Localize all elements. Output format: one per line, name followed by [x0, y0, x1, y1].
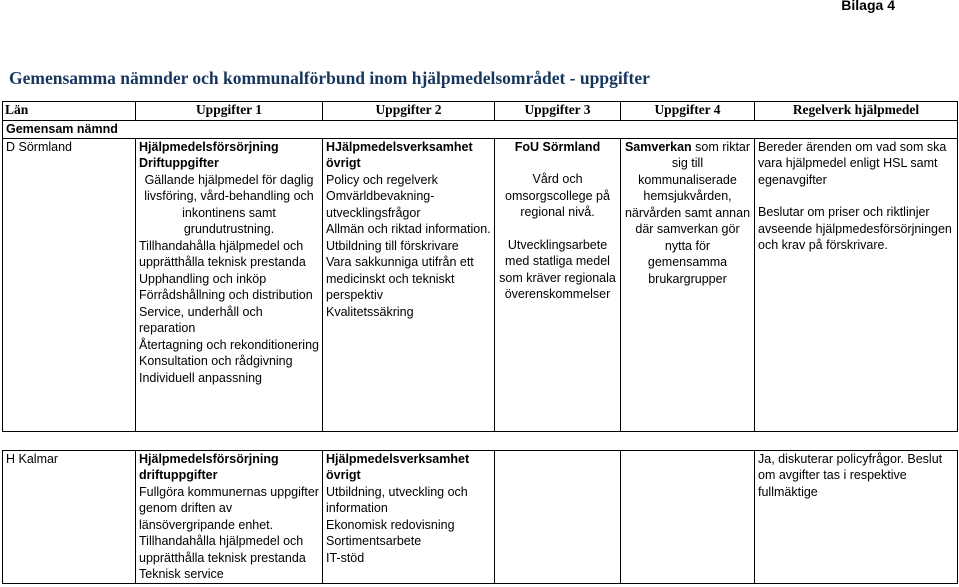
- u2-title: HJälpmedelsverksamhet: [326, 139, 473, 154]
- page-title: Gemensamma nämnder och kommunalförbund inom hjälpmedelsområdet - uppgifter: [9, 68, 650, 88]
- col-header-u4: Uppgifter 4: [621, 102, 755, 121]
- u2-line: Policy och regelverk: [326, 172, 438, 187]
- col-header-lan: Län: [3, 102, 136, 121]
- u2-line: Vara sakkunniga utifrån ett medicinskt och tekniskt perspektiv: [326, 255, 474, 302]
- col-header-u2: Uppgifter 2: [323, 102, 495, 121]
- u2-subtitle: övrigt: [326, 468, 361, 482]
- u1-title: Hjälpmedelsförsörjning: [139, 139, 279, 154]
- u1-cell: [136, 138, 323, 431]
- col-header-u3: Uppgifter 3: [495, 102, 621, 121]
- u2-subtitle: övrigt: [326, 156, 361, 170]
- section-label: Gemensam nämnd: [3, 121, 958, 139]
- u1-line: Individuell anpassning: [139, 370, 263, 385]
- regel-line: Beslutar om priser och riktlinjer avseende hjälpmedesförsörjningen och krav på förskrivare.: [758, 205, 952, 252]
- u4-cell: [621, 450, 755, 583]
- regel-cell: [755, 450, 958, 583]
- u1-subtitle: driftuppgifter: [139, 468, 218, 482]
- u2-line: Ekonomisk redovisning: [326, 517, 455, 532]
- col-header-regel: Regelverk hjälpmedel: [755, 102, 958, 121]
- u2-line: Kvalitetssäkring: [326, 304, 414, 319]
- regel-cell: [755, 138, 958, 431]
- u1-line: Service, underhåll och reparation: [139, 304, 263, 335]
- regel-line: Bereder ärenden om vad som ska vara hjälpmedel enligt HSL samt egenavgifter: [758, 139, 947, 187]
- u3-title: FoU Sörmland: [514, 139, 601, 154]
- section-row: [3, 121, 958, 139]
- lan-name: H Kalmar: [6, 451, 59, 466]
- regel-line: Ja, diskuterar policyfrågor. Beslut om avgifter tas i respektive fullmäktige: [758, 451, 943, 499]
- u1-title: Hjälpmedelsförsörjning: [139, 451, 279, 466]
- lan-cell: [3, 450, 136, 583]
- u3-cell: [495, 450, 621, 583]
- lan-cell: [3, 138, 136, 431]
- u1-line: Tillhandahålla hjälpmedel och upprätthålla teknisk prestanda: [139, 238, 306, 269]
- u3-line: Utvecklingsarbete med statliga medel som kräver regionala överenskommelser: [499, 237, 616, 301]
- u2-line: Allmän och riktad information.: [326, 222, 491, 236]
- u1-line: Teknisk service: [139, 567, 224, 581]
- table-row: [3, 138, 958, 431]
- spacer-cell: [3, 431, 958, 450]
- lan-name: D Sörmland: [6, 139, 72, 154]
- tasks-table: [2, 101, 958, 584]
- u1-line: Konsultation och rådgivning: [139, 354, 293, 368]
- col-header-u1: Uppgifter 1: [136, 102, 323, 121]
- table-row: [3, 450, 958, 583]
- u3-cell: [495, 138, 621, 431]
- u2-line: IT-stöd: [326, 550, 365, 565]
- appendix-label: Bilaga 4: [841, 0, 895, 13]
- u1-cell: [136, 450, 323, 583]
- u1-line: Upphandling och inköp: [139, 271, 267, 286]
- u2-cell: [323, 138, 495, 431]
- u1-line: Tillhandahålla hjälpmedel och upprätthålla teknisk prestanda: [139, 534, 306, 565]
- spacer-row: [3, 431, 958, 450]
- table-header-row: [3, 102, 958, 121]
- u2-cell: [323, 450, 495, 583]
- u2-title: Hjälpmedelsverksamhet: [326, 451, 470, 466]
- u1-line: Gällande hjälpmedel för daglig livsföring, vård-behandling och inkontinens samt grundutrustning.: [144, 172, 314, 236]
- u2-line: Sortimentsarbete: [326, 534, 422, 548]
- u2-line: Utbildning till förskrivare: [326, 238, 459, 253]
- u1-line: Återtagning och rekonditionering: [139, 337, 319, 352]
- u1-line: Förrådshållning och distribution: [139, 288, 313, 302]
- u4-title: Samverkan: [624, 139, 692, 154]
- u2-line: Utbildning, utveckling och information: [326, 484, 468, 515]
- u4-cell: [621, 138, 755, 431]
- u1-subtitle: Driftuppgifter: [139, 156, 219, 170]
- u2-line: Omvärldbevakning-utvecklingsfrågor: [326, 189, 435, 220]
- u1-line: Fullgöra kommunernas uppgifter genom driften av länsövergripande enhet.: [139, 484, 319, 532]
- u3-line: Vård och omsorgscollege på regional nivå.: [505, 172, 610, 219]
- u4-text: som riktar sig till kommunaliserade hemsjukvården, närvården samt annan där samverkan gör nytta för gemensamma brukargrupper: [624, 139, 751, 286]
